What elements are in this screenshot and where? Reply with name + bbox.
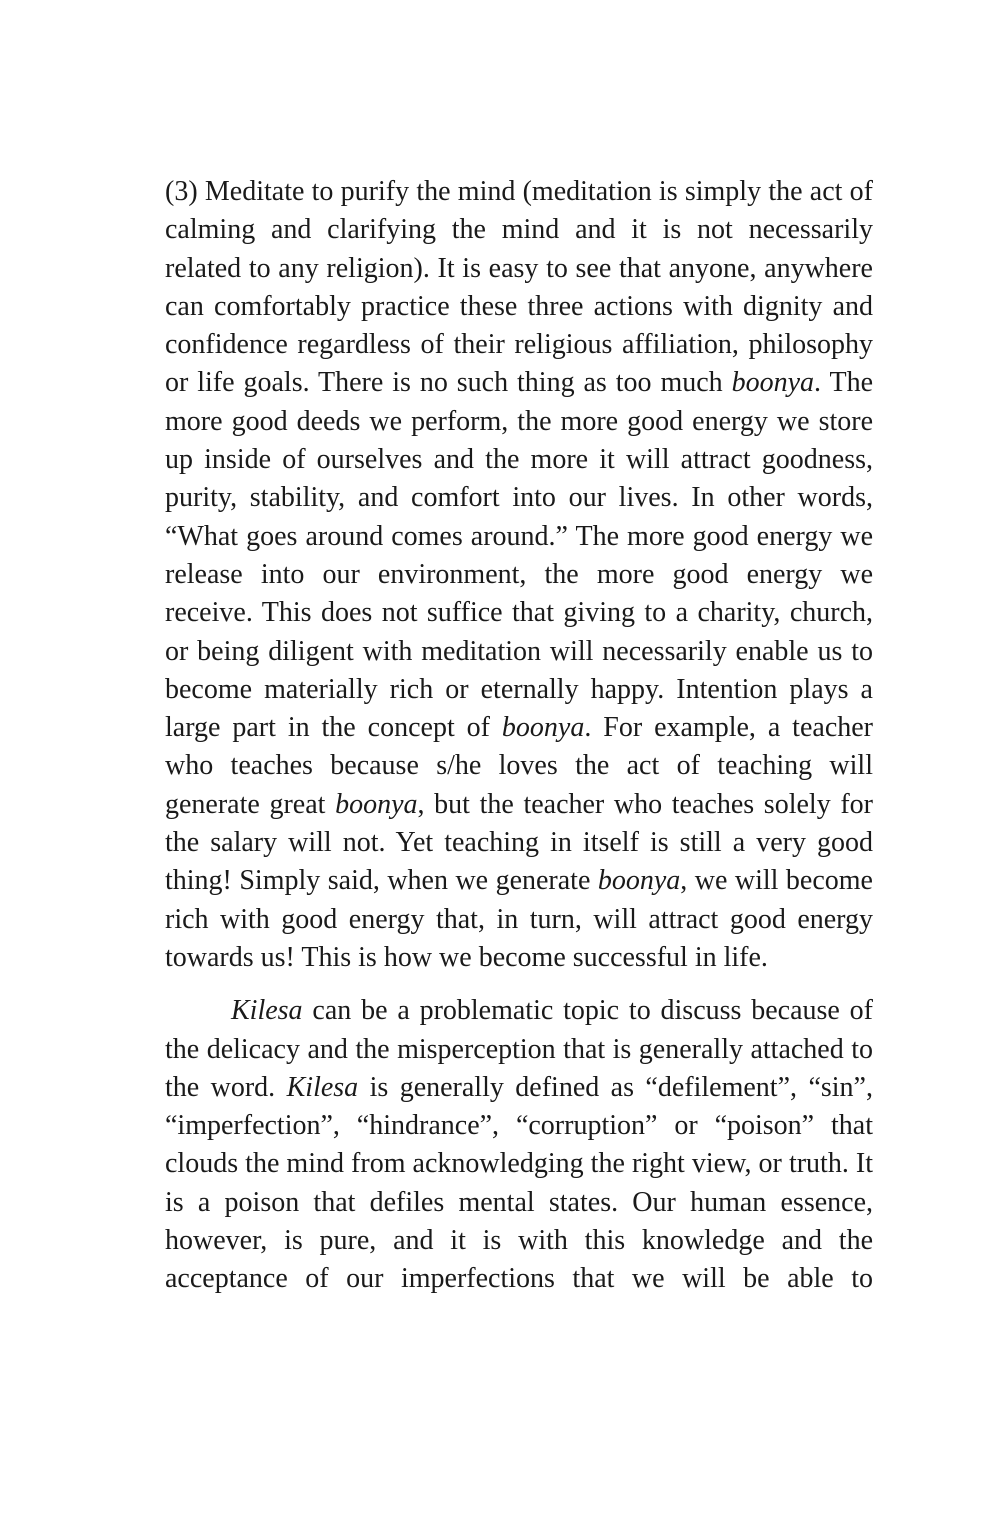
text-segment: , we will become rich with good energy that, in turn, will attract good energy towards us! This is how we become successful in life. bbox=[165, 865, 873, 973]
paragraph-boonya bbox=[165, 173, 873, 977]
term-boonya: boonya bbox=[501, 712, 585, 744]
body-text bbox=[165, 173, 873, 1299]
paragraph-kilesa bbox=[165, 992, 873, 1298]
text-segment: , but the teacher who teaches solely for the salary will not. Yet teaching in itself is still a very good thing! Simply said, when we generate bbox=[165, 788, 873, 897]
term-kilesa: Kilesa bbox=[231, 995, 303, 1027]
text-segment: (3) Meditate to purify the mind (meditation is simply the act of calming and clarifying the mind and it is not necessarily related to any religion). It is easy to see that anyone, anywhere can comfortably practice these three actions with dignity and confidence regardless of their religious affiliation, philosophy or life goals. There is no such thing as too much bbox=[165, 176, 873, 399]
text-segment: . For example, a teacher who teaches because s/he loves the act of teaching will generate great bbox=[165, 712, 873, 820]
term-kilesa: Kilesa bbox=[286, 1071, 359, 1103]
term-boonya: boonya bbox=[335, 788, 418, 820]
text-segment: can be a problematic topic to discuss because of the delicacy and the misperception that is generally attached to the word. bbox=[165, 995, 873, 1103]
term-boonya: boonya bbox=[731, 367, 815, 399]
text-segment: . The more good deeds we perform, the more good energy we store up inside of ourselves and the more it will attract goodness, purity, stability, and comfort into our lives. In other words, “What goes around comes around.” The more good energy we release into our environment, the more good energy we receive. This does not suffice that giving to a charity, church, or being diligent with meditation will necessarily enable us to become materially rich or eternally happy. Intention plays a large part in the concept of bbox=[165, 367, 874, 744]
term-boonya: boonya bbox=[597, 865, 681, 897]
text-segment: is generally defined as “defilement”, “sin”, “imperfection”, “hindrance”, “corruption” or “poison” that clouds the mind from acknowledging the right view, or truth. It is a poison that defiles mental states. Our human essence, however, is pure, and it is with this knowledge and the acceptance of our imperfections that we will be able to bbox=[165, 1071, 873, 1295]
